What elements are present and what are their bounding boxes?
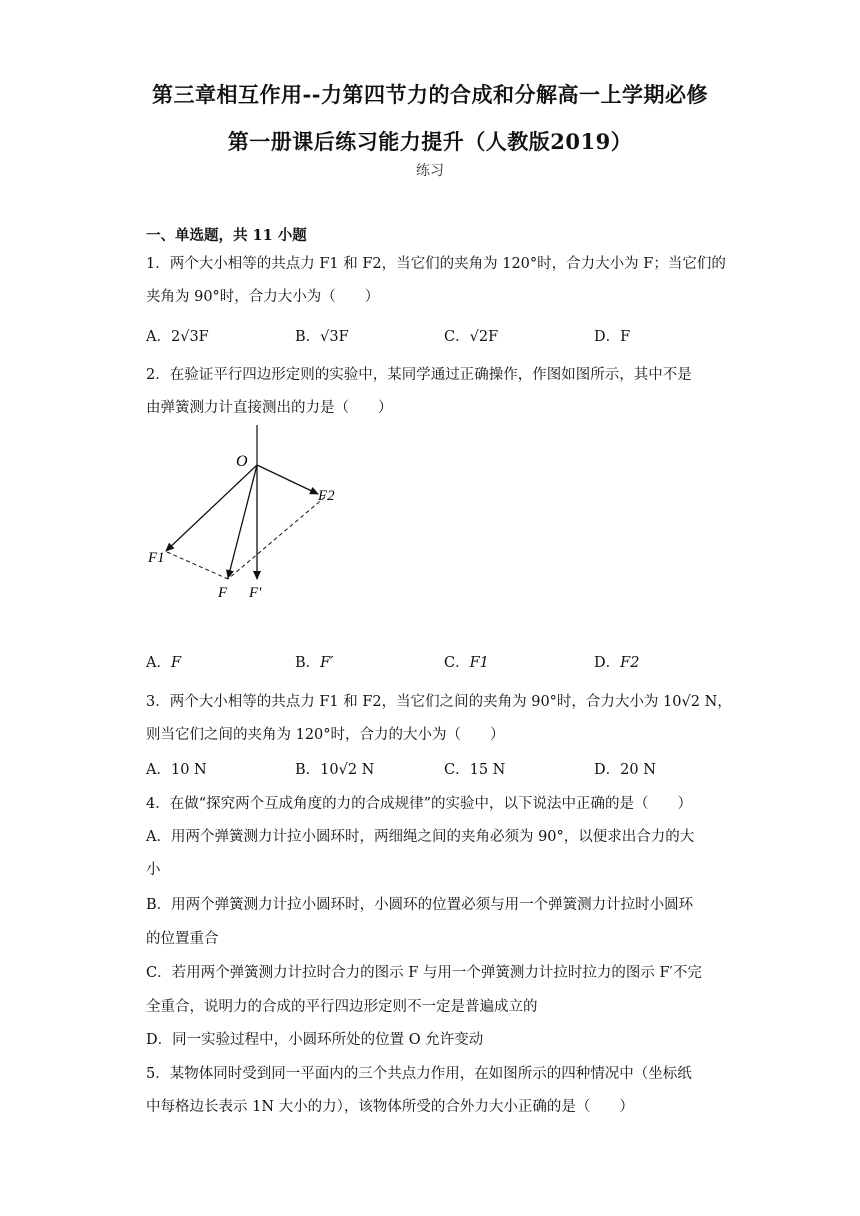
q5-stem-line2: 中每格边长表示 1N 大小的力），该物体所受的合外力大小正确的是（ ）	[146, 1099, 634, 1115]
q3-option-d: D．20 N	[594, 762, 656, 778]
force-parallelogram-figure	[140, 420, 360, 610]
f1-arrow	[166, 465, 257, 551]
q2-option-d-text: F2	[620, 655, 640, 671]
section-heading: 一、单选题，共 11 小题	[146, 227, 307, 244]
label-f-prime: F′	[249, 585, 262, 601]
q5-stem-line1: 5．某物体同时受到同一平面内的三个共点力作用，在如图所示的四种情况中（坐标纸	[146, 1066, 692, 1082]
q1-option-a: A．2√3F	[146, 329, 209, 345]
label-f2: F2	[318, 488, 335, 504]
doc-subtitle: 练习	[416, 163, 444, 179]
dashed-f1-to-f	[167, 552, 228, 579]
q1-option-a-text: 2√3F	[170, 329, 209, 345]
q3-option-b-text: 10√2 N	[320, 762, 375, 778]
label-o: O	[236, 453, 248, 470]
label-f1: F1	[148, 550, 165, 566]
q1-option-d-text: F	[620, 329, 631, 345]
doc-title-line2: 第一册课后练习能力提升（人教版2019）	[227, 129, 633, 154]
q4-option-b-line2: 的位置重合	[146, 931, 219, 947]
q3-option-b: B．10√2 N	[295, 762, 375, 778]
q3-option-c: C．15 N	[444, 762, 506, 778]
q1-option-c-text: √2F	[469, 329, 499, 345]
label-f: F	[218, 585, 228, 601]
q2-option-c: C．F1	[444, 655, 489, 671]
q3-option-a-text: 10 N	[170, 762, 207, 778]
q3-stem-line1: 3．两个大小相等的共点力 F1 和 F2，当它们之间的夹角为 90°时，合力大小为 10√2 N，	[146, 694, 732, 710]
q2-option-b: B．F′	[295, 655, 334, 671]
q4-option-d: D．同一实验过程中，小圆环所处的位置 O 允许变动	[146, 1032, 484, 1048]
q2-option-c-text: F1	[469, 655, 489, 671]
q1-stem-line1: 1．两个大小相等的共点力 F1 和 F2，当它们的夹角为 120°时，合力大小为 F；当它们的	[146, 256, 726, 272]
q4-option-a-line1: A．用两个弹簧测力计拉小圆环时，两细绳之间的夹角必须为 90°，以便求出合力的大	[146, 829, 695, 845]
q2-option-a-text: F	[170, 655, 182, 671]
q3-option-a: A．10 N	[146, 762, 207, 778]
q3-stem-line2: 则当它们之间的夹角为 120°时，合力的大小为（ ）	[146, 727, 505, 743]
q4-option-c-line1: C．若用两个弹簧测力计拉时合力的图示 F 与用一个弹簧测力计拉时拉力的图示 F′不完	[146, 965, 702, 981]
q4-stem: 4．在做“探究两个互成角度的力的合成规律”的实验中，以下说法中正确的是（ ）	[146, 796, 693, 812]
q2-stem-line1: 2．在验证平行四边形定则的实验中，某同学通过正确操作，作图如图所示，其中不是	[146, 367, 692, 383]
q2-stem-line2: 由弹簧测力计直接测出的力是（ ）	[146, 400, 393, 416]
q1-option-b: B．√3F	[295, 329, 349, 345]
q4-option-c-line2: 全重合，说明力的合成的平行四边形定则不一定是普遍成立的	[146, 999, 538, 1015]
q4-option-a-line2: 小	[146, 862, 161, 878]
q1-option-d: D．F	[594, 329, 631, 345]
q3-option-c-text: 15 N	[469, 762, 506, 778]
q1-option-b-text: √3F	[320, 329, 349, 345]
q2-option-d: D．F2	[594, 655, 640, 671]
q1-stem-line2: 夹角为 90°时，合力大小为（ ）	[146, 289, 380, 305]
q1-option-c: C．√2F	[444, 329, 499, 345]
q3-option-d-text: 20 N	[620, 762, 656, 778]
f-arrow	[228, 465, 257, 578]
f2-arrow	[257, 465, 318, 494]
doc-title-line1: 第三章相互作用--力第四节力的合成和分解高一上学期必修	[152, 82, 708, 107]
q4-option-b-line1: B．用两个弹簧测力计拉小圆环时，小圆环的位置必须与用一个弹簧测力计拉时小圆环	[146, 897, 694, 913]
q2-option-b-text: F′	[320, 655, 334, 671]
q2-option-a: A．F	[146, 655, 182, 671]
dashed-f2-to-f	[228, 497, 325, 579]
